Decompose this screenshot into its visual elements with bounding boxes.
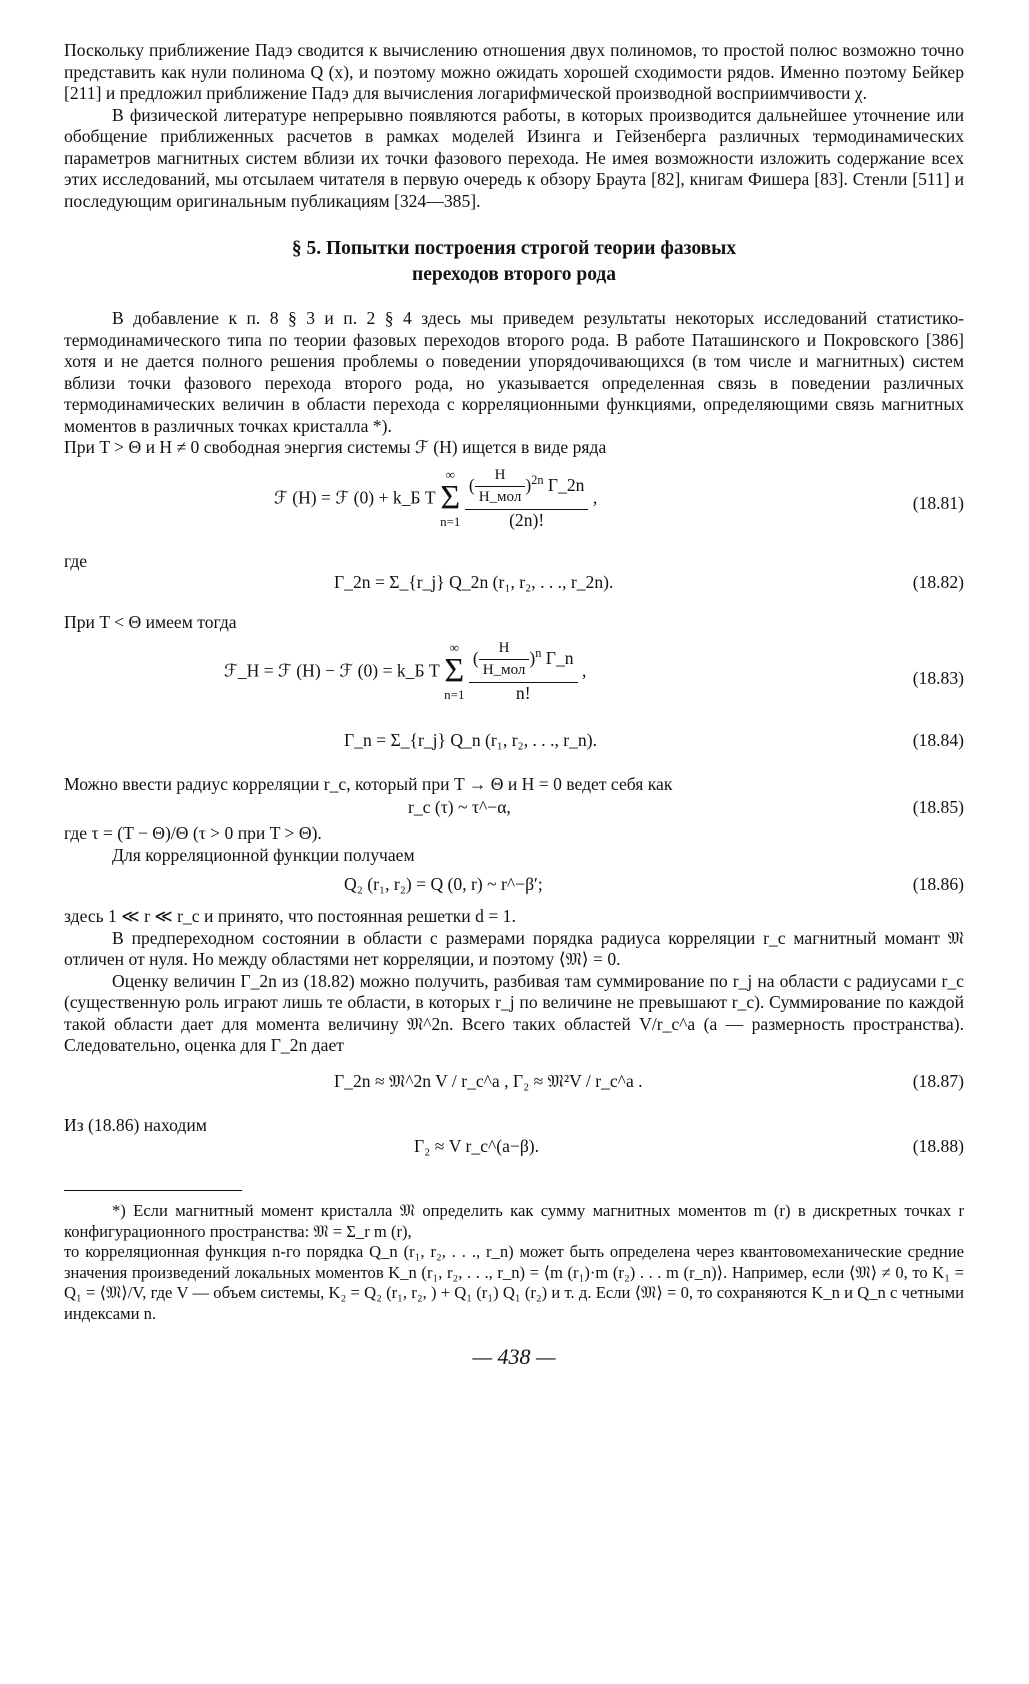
then-label: При T < Θ имеем тогда (64, 612, 237, 632)
footnote-rule (64, 1190, 242, 1191)
eq82-text: Γ_2n = Σ_{r_j} Q_2n (r₁, r₂, . . ., r_2n). (334, 572, 614, 592)
paragraph-radius: Можно ввести радиус корреляции r_c, который при T → Θ и H = 0 ведет себя как (64, 773, 673, 794)
equation-18-85 (64, 795, 964, 823)
paragraph-series-lead: При T > Θ и H ≠ 0 свободная энергия системы ℱ (H) ищется в виде ряда (64, 437, 607, 457)
eq84-text: Γ_n = Σ_{r_j} Q_n (r₁, r₂, . . ., r_n). (344, 729, 597, 750)
paragraph-literature: В физической литературе непрерывно появляются работы, в которых производится дальнейшее уточнение или обобщение приближенных расчетов в рамках моделей Изинга и Гейзенберга различных термодинамических параметров магнитных систем вблизи их точки фазового перехода. Не имея возможности изложить содержание всех этих исследований, мы отсылаем читателя в первую очередь к обзору Браута [82], книгам Фишера [83]. Стенли [511] и последующим оригинальным публикациям [324—385]. (64, 104, 964, 211)
section-heading-line1: § 5. Попытки построения строгой теории фазовых (291, 238, 737, 259)
eq82-label: (18.82) (912, 572, 964, 592)
section-heading (64, 236, 964, 288)
paragraph-corr-lead: Для корреляционной функции получаем (112, 844, 415, 865)
page-number: — 438 — (472, 1344, 556, 1369)
equation-18-83: ℱ_H = ℱ (H) − ℱ (0) = k_Б T ∞ Σ n=1 ( $\frac{H}{\text{H\_мол}}$ )$^n$ Γ_n n! , (18.83) (224, 639, 964, 703)
paragraph-intro: В добавление к п. 8 § 3 и п. 2 § 4 здесь мы приведем результаты некоторых исследований статистико-термодинамического типа по теории фазовых переходов второго рода. В работе Паташинского и Покровского [386] хотя и не дается полного решения проблемы о поведении упорядочивающихся (в том числе и магнитных) систем вблизи точки фазового перехода второго рода, но указывается определенная связь в поведении различных термодинамических величин в области перехода с корреляционными функциями, определяющими связь магнитных моментов в различных точках кристалла *). (64, 308, 964, 436)
equation-18-88 (64, 1136, 964, 1172)
footnote-line1: *) Если магнитный момент кристалла 𝔐 определить как сумму магнитных моментов m (r) в дискретных точках r конфигурационного пространства: 𝔐 = Σ_r m (r), (64, 1201, 964, 1241)
eq88-label: (18.88) (912, 1136, 964, 1156)
where-label-1: где (64, 550, 88, 571)
eq81-main-fraction: ( $\frac{H}{\text{H\_мол}}$ )$^{2n}$ Γ_2n (2n)! (465, 465, 589, 532)
footnote (64, 1201, 964, 1324)
eq85-label: (18.85) (912, 797, 964, 817)
equation-18-86 (64, 866, 964, 906)
paragraph-pade: Поскольку приближение Падэ сводится к вычислению отношения двух полиномов, то простой полюс возможно точно представить как нули полинома Q (x), и поэтому можно ожидать хорошей сходимости рядов. Именно поэтому Бейкер [211] и предложил приближение Падэ для вычисления логарифмической производной восприимчивости χ. (64, 40, 964, 103)
eq88-text: Γ₂ ≈ V r_c^(a−β). (414, 1136, 540, 1156)
eq81-label: (18.81) (912, 492, 964, 513)
equation-18-87 (64, 1057, 964, 1115)
paragraph-pretransition: В предпереходном состоянии в области с размерами порядка радиуса корреляции r_c магнитный момант 𝔐 отличен от нуля. Но между областями нет корреляции, и поэтому ⟨𝔐⟩ = 0. (64, 927, 964, 969)
eq87-label: (18.87) (912, 1070, 964, 1091)
eq84-label: (18.84) (912, 729, 964, 750)
eq86-label: (18.86) (912, 874, 964, 894)
paragraph-here: здесь 1 ≪ r ≪ r_c и принято, что постоянная решетки d = 1. (64, 906, 516, 926)
eq83-label: (18.83) (912, 667, 964, 688)
paragraph-tau: где τ = (T − Θ)/Θ (τ > 0 при T > Θ). (64, 823, 322, 843)
eq85-text: r_c (τ) ~ τ^−α, (408, 797, 511, 817)
eq86-text: Q₂ (r₁, r₂) = Q (0, r) ~ r^−β′; (344, 874, 543, 894)
from86-label: Из (18.86) находим (64, 1114, 207, 1135)
eq87-text: Γ_2n ≈ 𝔐^2n V / r_c^a , Γ₂ ≈ 𝔐²V / r_c^a . (334, 1070, 643, 1091)
paragraph-estimate: Оценку величин Γ_2n из (18.82) можно получить, разбивая там суммирование по r_j на области с радиусами r_c (существенную роль играют лишь те области, в которых r_j по величине не превышают r_c). Суммирование по каждой такой области дает для момента величину 𝔐^2n. Всего таких областей V/r_c^a (a — размерность пространства). Следовательно, оценка для Γ_2n дает (64, 970, 964, 1055)
eq83-sum: ∞ Σ n=1 (444, 639, 465, 702)
eq81-sum: ∞ Σ n=1 (440, 466, 461, 529)
equation-18-82 (64, 572, 964, 612)
equation-18-81: ℱ (H) = ℱ (0) + k_Б T ∞ Σ n=1 ( $\frac{H}{\text{H\_мол}}$ )$^{2n}$ Γ_2n (2n)! , (18.81) (274, 466, 964, 530)
equation-18-84 (64, 726, 964, 774)
page-body (64, 40, 964, 1368)
eq83-lhs: ℱ_H = ℱ (H) − ℱ (0) = k_Б T (224, 660, 440, 680)
eq83-main-fraction: ( $\frac{H}{\text{H\_мол}}$ )$^n$ Γ_n n! (469, 638, 578, 705)
section-heading-line2: переходов второго рода (411, 264, 617, 285)
footnote-rest: то корреляционная функция n-го порядка Q_n (r₁, r₂, . . ., r_n) может быть определена через квантовомеханические средние значения произведений локальных моментов K_n (r₁, r₂, . . ., r_n) = ⟨m (r₁)·m (r₂) . . . m (r_n)⟩. Например, если ⟨𝔐⟩ ≠ 0, то K₁ = Q₁ = ⟨𝔐⟩/V, где V — объем системы, K₂ = Q₂ (r₁, r₂, ) + Q₁ (r₁) Q₁ (r₂) и т. д. Если ⟨𝔐⟩ = 0, то сохраняются K_n и Q_n с четными индексами n. (64, 1242, 964, 1323)
eq81-lhs: ℱ (H) = ℱ (0) + k_Б T (274, 487, 436, 507)
